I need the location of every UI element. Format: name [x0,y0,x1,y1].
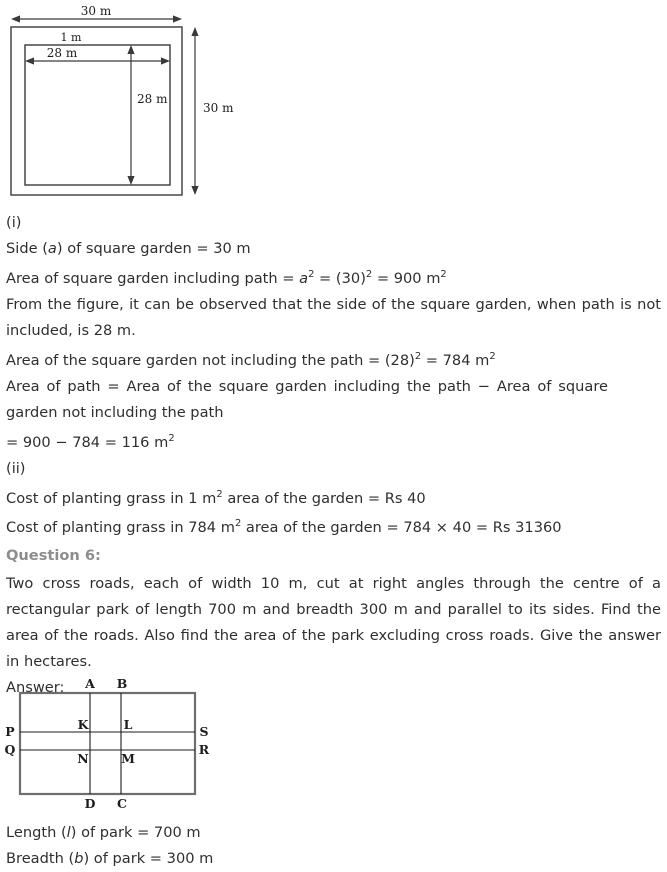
part-two-line-1 [6,482,661,512]
cost-unit-text-a: Cost of planting grass in 1 m [6,489,217,507]
length-text-b: ) of park = 700 m [70,824,201,841]
arrowhead-top-inner-vertical [127,45,134,54]
cost-total-text-b: area of the garden = 784 × 40 = Rs 31360 [241,519,562,537]
label-M: M [121,751,135,766]
area-incl-sup-2: 2 [365,269,373,280]
label-R: R [198,742,210,757]
label-B: B [116,676,128,691]
area-incl-text-b: = (30) [314,269,366,287]
outer-top-dimension-label: 30 m [80,4,112,18]
side-variable-a: a [47,240,57,257]
part-one-line-3: From the figure, it can be observed that the side of the square garden, when path is not included, is 28 m. [6,295,661,339]
arrowhead-right-outer-top [173,15,182,22]
part-one-line-1 [6,236,661,262]
area-incl-text-a: Area of square garden including path = [6,269,300,287]
breadth-variable: b [74,850,84,867]
arrowhead-bottom-outer-right [191,186,198,195]
answer-six-line-1 [6,820,661,846]
part-two-marker: (ii) [6,459,26,477]
area-excl-sup-1: 2 [414,350,422,362]
question-six-answer-label: Answer: [6,679,65,697]
length-variable: l [66,824,71,841]
figure-rectangular-park [0,672,240,817]
solution-text-block [6,210,661,701]
area-incl-sup-1: 2 [308,269,315,280]
arrowhead-bottom-inner-vertical [127,176,134,185]
label-P: P [5,724,15,739]
part-one-marker: (i) [6,214,22,231]
area-incl-text-c: = 900 m [372,269,441,287]
part-one-line-5: Area of path = Area of the square garden including the path − Area of square garden not including the path [6,377,608,421]
cost-unit-text-b: area of the garden = Rs 40 [222,489,426,507]
side-text-b: ) of square garden = 30 m [56,240,251,257]
breadth-text-a: Breadth ( [6,850,75,867]
arrowhead-left-outer-top [11,15,20,22]
question-six-body: Two cross roads, each of width 10 m, cut at right angles through the centre of a rectangular park of length 700 m and breadth 300 m and parallel to its sides. Find the area of the roads. Also find the area of the park excluding cross roads. Give the answer in hectares. [6,575,661,671]
outer-right-dimension-label: 30 m [203,101,234,115]
rectangular-park-svg [0,672,240,817]
square-garden-svg [0,0,240,210]
arrowhead-top-outer-right [191,27,198,36]
park-outline [20,693,195,794]
label-L: L [123,717,133,732]
area-incl-sup-3: 2 [440,269,447,280]
area-incl-variable-a: a [299,269,309,287]
arrowhead-right-inner-top [161,57,170,64]
part-two-line-2 [6,511,661,541]
label-S: S [199,724,209,739]
label-A: A [85,676,95,691]
label-Q: Q [4,742,16,757]
inner-square-outline [25,45,170,185]
answer-six-text-block [6,820,661,872]
label-K: K [77,717,89,732]
cost-total-sup: 2 [234,518,242,530]
figure-square-garden [0,0,240,210]
area-excl-sup-2: 2 [489,350,496,362]
path-width-label: 1 m [60,31,82,44]
label-D: D [84,796,96,811]
part-one-line-6 [6,426,661,456]
area-excl-text-b: = 784 m [421,351,490,369]
breadth-text-b: ) of park = 300 m [83,850,214,867]
side-text-a: Side ( [6,240,48,257]
arrowhead-left-inner-top [25,57,34,64]
part-one-line-2 [6,262,661,292]
path-area-result-text: = 900 − 784 = 116 m [6,433,169,451]
label-C: C [117,796,127,811]
cost-total-text-a: Cost of planting grass in 784 m [6,519,235,537]
label-N: N [77,751,89,766]
path-area-result-sup: 2 [168,432,175,444]
area-excl-text-a: Area of the square garden not including the path = (28) [6,351,415,369]
part-one-line-4 [6,344,661,374]
length-text-a: Length ( [6,824,67,841]
inner-vertical-dimension-label: 28 m [137,92,168,106]
answer-six-line-2 [6,846,661,872]
inner-top-dimension-label: 28 m [46,46,78,60]
cost-unit-sup: 2 [216,488,223,500]
question-six-heading: Question 6: [6,547,101,565]
outer-square-outline [11,27,182,195]
